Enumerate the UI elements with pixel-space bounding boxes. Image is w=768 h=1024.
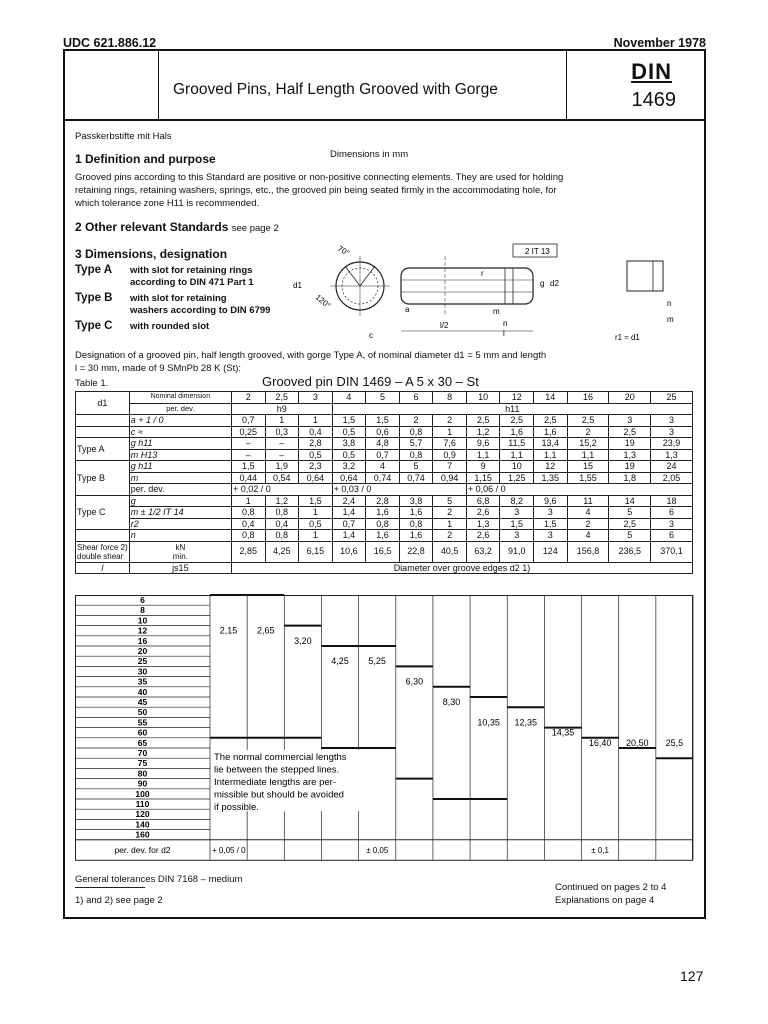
footnote-ref: 1) and 2) see page 2 [75, 895, 163, 906]
table-cell: 0,8 [231, 507, 265, 519]
table-cell: 1,15 [466, 472, 500, 484]
table-cell: 1 [265, 415, 299, 427]
dim-r: r [481, 269, 484, 278]
table-cell: 22,8 [399, 541, 433, 562]
perdev-d2-value: + 0,05 / 0 [212, 845, 246, 855]
table-cell: 19 [609, 461, 651, 473]
table-cell: 2 [567, 518, 609, 530]
d2-value: 20,50 [626, 737, 649, 748]
din-label: DIN [631, 59, 672, 84]
table-cell: + 0,03 / 0 [332, 484, 466, 496]
german-title: Passkerbstifte mit Hals [75, 131, 172, 142]
table-cell: 24 [651, 461, 693, 473]
table-cell: 0,44 [231, 472, 265, 484]
table-cell: 91,0 [500, 541, 534, 562]
dia-5: 5 [366, 392, 400, 404]
table-cell: 0,4 [231, 518, 265, 530]
d2-value: 2,65 [256, 625, 275, 636]
note-line: Intermediate lengths are per- [214, 777, 336, 788]
table-cell: 2,8 [299, 438, 333, 450]
d2-value: 2,15 [219, 625, 238, 636]
table-cell: 2,85 [231, 541, 265, 562]
table-cell: 1 [299, 415, 333, 427]
dim-m: m [493, 307, 500, 316]
table-cell: – [231, 438, 265, 450]
table-cell: 19 [609, 438, 651, 450]
table-cell: 40,5 [433, 541, 467, 562]
udc-code: UDC 621.886.12 [63, 36, 157, 50]
table-cell: 4 [567, 507, 609, 519]
table-cell: – [265, 438, 299, 450]
table-cell: 12 [534, 461, 568, 473]
row-symbol: m ± 1/2 IT 14 [129, 507, 231, 519]
length-label: 50 [137, 707, 148, 718]
table-cell: 1,35 [534, 472, 568, 484]
table-cell: 6,15 [299, 541, 333, 562]
table-cell: 0,8 [399, 518, 433, 530]
detail-m: m [667, 315, 674, 324]
d2-value: 3,20 [294, 635, 312, 646]
table-cell: 5 [609, 530, 651, 542]
detail-view [627, 261, 663, 291]
type-c-label: Type C [75, 320, 113, 332]
table-row [76, 415, 693, 427]
length-label: 75 [137, 758, 148, 769]
page-number: 127 [680, 968, 704, 984]
table-cell: 14 [609, 495, 651, 507]
d2-value: 16,40 [588, 737, 612, 748]
table-cell: 2,5 [500, 415, 534, 427]
table-cell: 0,74 [399, 472, 433, 484]
table-row [76, 507, 693, 519]
table-label: Table 1. [75, 378, 109, 389]
table-cell: 8,2 [500, 495, 534, 507]
length-label: 30 [137, 666, 148, 677]
d2-value: 25,5 [665, 737, 684, 748]
table-cell: 11,5 [500, 438, 534, 450]
table-cell: 0,7 [332, 518, 366, 530]
table-cell: 0,5 [332, 426, 366, 438]
table-cell: 3,8 [399, 495, 433, 507]
d1-header: d1 [76, 392, 130, 415]
dev-h11: h11 [332, 403, 692, 415]
table-cell: 0,8 [265, 530, 299, 542]
table-cell: 0,7 [366, 449, 400, 461]
length-label: 12 [137, 625, 148, 636]
d2-value: 8,30 [442, 697, 461, 707]
table-cell: 9,6 [534, 495, 568, 507]
d2-value: 14,35 [551, 727, 575, 738]
perdev-label: per. dev. [129, 403, 231, 415]
length-label: 90 [137, 778, 148, 789]
note-line: missible but should be avoided [214, 789, 344, 801]
note-line: lie between the stepped lines. [214, 764, 340, 776]
dia-16: 16 [567, 392, 609, 404]
table-cell: 3 [534, 507, 568, 519]
table-cell: 2,3 [299, 461, 333, 473]
length-label: 16 [137, 635, 148, 646]
table-cell: 0,74 [366, 472, 400, 484]
table-row [76, 426, 693, 438]
continued-note: Continued on pages 2 to 4 [555, 882, 667, 893]
type-b-desc: with slot for retaining washers according to DIN 6799 [130, 293, 271, 316]
d2-value: 5,25 [368, 656, 386, 667]
table-cell: 1,6 [366, 530, 400, 542]
detail-n: n [667, 299, 672, 308]
table-row [76, 461, 693, 473]
table-cell: 1 [433, 518, 467, 530]
table-cell: 0,64 [299, 472, 333, 484]
table-cell: 1,3 [609, 449, 651, 461]
row-group: Type C [76, 495, 130, 530]
dia-25: 25 [651, 392, 693, 404]
dim-g: g [540, 279, 545, 288]
table-cell: 2,5 [567, 415, 609, 427]
designation-text: Designation of a grooved pin, half length grooved, with gorge Type A, of nominal diameter d1 = 5 mm and length l = 30 mm, made of 9 SMnPb 28 K (St): [75, 350, 547, 374]
table-cell: 156,8 [567, 541, 609, 562]
d2-header: Diameter over groove edges d2 1) [231, 562, 692, 574]
table-cell: 1,6 [366, 507, 400, 519]
d2-value: 6,30 [405, 676, 424, 687]
table-row [76, 562, 693, 574]
d2-value: 12,35 [514, 717, 538, 728]
table-row [76, 472, 693, 484]
dia-10: 10 [466, 392, 500, 404]
length-label: 160 [135, 829, 150, 840]
length-label: 80 [137, 768, 148, 779]
type-c-desc: with rounded slot [130, 321, 210, 332]
table-cell: 0,3 [265, 426, 299, 438]
table-cell: 4 [366, 461, 400, 473]
table-cell: 2,5 [466, 415, 500, 427]
table-cell: – [265, 449, 299, 461]
table-cell: 0,8 [231, 530, 265, 542]
d2-value: 4,25 [331, 656, 349, 667]
detail-r1: r1 ≈ d1 [615, 333, 640, 342]
row-symbol: per. dev. [129, 484, 231, 496]
table-cell: 0,4 [299, 426, 333, 438]
table-cell: 2 [433, 507, 467, 519]
row-symbol: m [129, 472, 231, 484]
table-cell: 2 [567, 426, 609, 438]
dia-14: 14 [534, 392, 568, 404]
dim-l: l [503, 329, 505, 338]
table-cell: 1,5 [332, 415, 366, 427]
table-cell: 3 [651, 426, 693, 438]
table-cell: 1 [231, 495, 265, 507]
table-row [76, 530, 693, 542]
row-group [76, 415, 130, 427]
row-symbol: n [129, 530, 231, 542]
table-cell: 1 [433, 426, 467, 438]
dia-4: 4 [332, 392, 366, 404]
length-label: 40 [137, 686, 148, 697]
publication-date: November 1978 [613, 36, 706, 50]
row-group [76, 530, 130, 542]
table-cell: 5 [433, 495, 467, 507]
length-label: 45 [137, 697, 148, 707]
table-cell: 0,54 [265, 472, 299, 484]
table-cell: 2,4 [332, 495, 366, 507]
table-cell: 1,6 [399, 507, 433, 519]
section-2-heading: 2 Other relevant Standards see page 2 [75, 220, 279, 234]
table-cell: 3,2 [332, 461, 366, 473]
table-cell: 0,8 [366, 518, 400, 530]
row-symbol: a + 1 / 0 [129, 415, 231, 427]
dia-6: 6 [399, 392, 433, 404]
table-cell: 15 [567, 461, 609, 473]
table-cell: 1 [299, 530, 333, 542]
table-cell: 1,6 [534, 426, 568, 438]
angle-label-2: 120° [313, 292, 333, 311]
table-cell: 3,8 [332, 438, 366, 450]
table-cell: 1,9 [265, 461, 299, 473]
perdev-d2-value: ± 0,05 [366, 845, 389, 855]
table-cell: 1,5 [500, 518, 534, 530]
table-cell: 6 [651, 530, 693, 542]
table-cell: 1,2 [265, 495, 299, 507]
row-symbol: g h11 [129, 461, 231, 473]
table-cell: 2,5 [534, 415, 568, 427]
dia-2: 2 [231, 392, 265, 404]
length-label: 60 [137, 727, 148, 738]
table-cell: 3 [500, 507, 534, 519]
explanations-note: Explanations on page 4 [555, 895, 655, 906]
perdev-d2-value: ± 0,1 [591, 845, 609, 855]
dim-c-left: c [369, 331, 373, 340]
row-group [76, 426, 130, 438]
row-symbol: m H13 [129, 449, 231, 461]
table-cell: 2,6 [466, 507, 500, 519]
dia-20: 20 [609, 392, 651, 404]
dev-h9: h9 [231, 403, 332, 415]
standard-title: Grooved Pins, Half Length Grooved with Gorge [173, 81, 498, 98]
table-cell: 5 [609, 507, 651, 519]
table-cell: 1,4 [332, 507, 366, 519]
length-label: 10 [137, 615, 148, 626]
row-symbol: g h11 [129, 438, 231, 450]
table-cell: 0,94 [433, 472, 467, 484]
title-block [63, 49, 706, 121]
table-cell: 3 [651, 415, 693, 427]
table-cell: 2,5 [609, 518, 651, 530]
dia-12: 12 [500, 392, 534, 404]
table-cell: 4,25 [265, 541, 299, 562]
dia-2-5: 2,5 [265, 392, 299, 404]
table-cell: 236,5 [609, 541, 651, 562]
table-cell: 9,6 [466, 438, 500, 450]
general-tolerances: General tolerances DIN 7168 – medium [75, 874, 243, 885]
table-cell: 1,6 [500, 426, 534, 438]
l-tolerance: js15 [129, 562, 231, 574]
table-cell: 15,2 [567, 438, 609, 450]
table-row [76, 438, 693, 450]
dia-3: 3 [299, 392, 333, 404]
table-cell: 0,6 [366, 426, 400, 438]
row-symbol: r2 [129, 518, 231, 530]
dim-d1: d1 [293, 281, 302, 290]
length-label: 100 [135, 788, 150, 799]
table-cell: 4 [567, 530, 609, 542]
table-cell: 9 [466, 461, 500, 473]
table-cell: 1,55 [567, 472, 609, 484]
shear-unit: kN min. [129, 541, 231, 562]
d2-value: 10,35 [477, 717, 500, 728]
length-label: 120 [135, 809, 150, 820]
table-cell: 1,8 [609, 472, 651, 484]
table-cell: 0,9 [433, 449, 467, 461]
table-cell: + 0,06 / 0 [466, 484, 692, 496]
row-group: Type A [76, 438, 130, 461]
table-cell: 1,3 [466, 518, 500, 530]
table-cell: 124 [534, 541, 568, 562]
pin-drawing [285, 236, 700, 346]
table-cell: 1,4 [332, 530, 366, 542]
table-row [76, 495, 693, 507]
section-1-text: Grooved pins according to this Standard are positive or non-positive connecting elements. They are used for holding retaining rings, retaining washers, springs, etc., the grooved pin being seated firmly in the accommodating hole, for which tolerance zone H11 is recommended. [75, 172, 564, 209]
row-symbol: c ≈ [129, 426, 231, 438]
table-row [76, 541, 693, 562]
table-cell: 2 [399, 415, 433, 427]
note-line: if possible. [214, 802, 259, 813]
dim-l-half: l/2 [440, 321, 449, 330]
table-title: Grooved pin DIN 1469 – A 5 x 30 – St [262, 374, 479, 389]
table-cell: 2,6 [466, 530, 500, 542]
table-cell: 3 [534, 530, 568, 542]
table-cell: 3 [500, 530, 534, 542]
row-group: Type B [76, 461, 130, 496]
table-cell: 1,1 [567, 449, 609, 461]
table-cell: 63,2 [466, 541, 500, 562]
section-3-heading: 3 Dimensions, designation [75, 247, 228, 261]
table-cell: 2 [433, 530, 467, 542]
table-cell: 0,4 [265, 518, 299, 530]
table-cell: 1,3 [651, 449, 693, 461]
table-cell: 1,5 [366, 415, 400, 427]
table-cell: 3 [609, 415, 651, 427]
row-symbol: g [129, 495, 231, 507]
table-cell: – [231, 449, 265, 461]
table-cell: + 0,02 / 0 [231, 484, 332, 496]
table-cell: 1,2 [466, 426, 500, 438]
table-cell: 13,4 [534, 438, 568, 450]
dim-n: n [503, 319, 508, 328]
table-cell: 10,6 [332, 541, 366, 562]
table-cell: 7 [433, 461, 467, 473]
length-label: 6 [140, 595, 145, 605]
dia-8: 8 [433, 392, 467, 404]
nominal-label: Nominal dimension [129, 392, 231, 404]
table-cell: 0,5 [299, 518, 333, 530]
length-label: 65 [137, 737, 148, 748]
type-a-label: Type A [75, 264, 113, 276]
table-cell: 0,25 [231, 426, 265, 438]
table-cell: 5,7 [399, 438, 433, 450]
table-cell: 1 [299, 507, 333, 519]
table-cell: 1,6 [399, 530, 433, 542]
table-cell: 2,5 [609, 426, 651, 438]
table-cell: 2,05 [651, 472, 693, 484]
type-a-desc: with slot for retaining rings according to DIN 471 Part 1 [130, 265, 254, 288]
table-cell: 0,64 [332, 472, 366, 484]
length-table [75, 595, 693, 855]
table-cell: 4,8 [366, 438, 400, 450]
table-cell: 18 [651, 495, 693, 507]
length-grid [75, 595, 693, 855]
dim-d2: d2 [550, 279, 559, 288]
table-row [76, 449, 693, 461]
table-cell: 3 [651, 518, 693, 530]
l-symbol: l [76, 562, 130, 574]
length-label: 25 [137, 656, 148, 667]
table-cell: 6,8 [466, 495, 500, 507]
table-cell: 0,8 [265, 507, 299, 519]
table-cell: 0,5 [299, 449, 333, 461]
length-label: 140 [135, 819, 150, 830]
tolerance-text: 2 IT 13 [525, 247, 550, 256]
table-cell: 23,9 [651, 438, 693, 450]
table-cell: 10 [500, 461, 534, 473]
table-cell: 2,8 [366, 495, 400, 507]
dimensions-note: Dimensions in mm [330, 149, 409, 160]
table-cell: 0,8 [399, 426, 433, 438]
note-line: The normal commercial lengths [214, 752, 347, 763]
type-b-label: Type B [75, 292, 113, 304]
dimension-table [75, 391, 693, 574]
table-cell: 6 [651, 507, 693, 519]
length-label: 20 [137, 646, 148, 656]
length-label: 70 [137, 748, 148, 758]
table-cell: 7,6 [433, 438, 467, 450]
dim-a: a [405, 305, 410, 314]
table-cell: 1,1 [534, 449, 568, 461]
table-cell: 1,1 [466, 449, 500, 461]
section-1-heading: 1 Definition and purpose [75, 152, 216, 166]
table-cell: 0,7 [231, 415, 265, 427]
table-row [76, 518, 693, 530]
din-number: 1469 [631, 89, 676, 111]
table-row [76, 484, 693, 496]
shear-label: Shear force 2) double shear [77, 542, 128, 561]
table-cell: 0,8 [399, 449, 433, 461]
table-cell: 1,5 [299, 495, 333, 507]
angle-label-1: 70° [336, 243, 351, 258]
table-cell: 1,25 [500, 472, 534, 484]
table-cell: 5 [399, 461, 433, 473]
length-label: 35 [137, 676, 148, 687]
length-label: 8 [140, 605, 145, 616]
table-cell: 16,5 [366, 541, 400, 562]
perdev-d2-label: per. dev. for d2 [114, 844, 171, 855]
table-cell: 1,1 [500, 449, 534, 461]
table-cell: 1,5 [231, 461, 265, 473]
length-label: 110 [135, 799, 150, 809]
table-cell: 1,5 [534, 518, 568, 530]
table-cell: 2 [433, 415, 467, 427]
table-cell: 11 [567, 495, 609, 507]
table-cell: 370,1 [651, 541, 693, 562]
length-label: 55 [137, 717, 148, 728]
table-cell: 0,5 [332, 449, 366, 461]
